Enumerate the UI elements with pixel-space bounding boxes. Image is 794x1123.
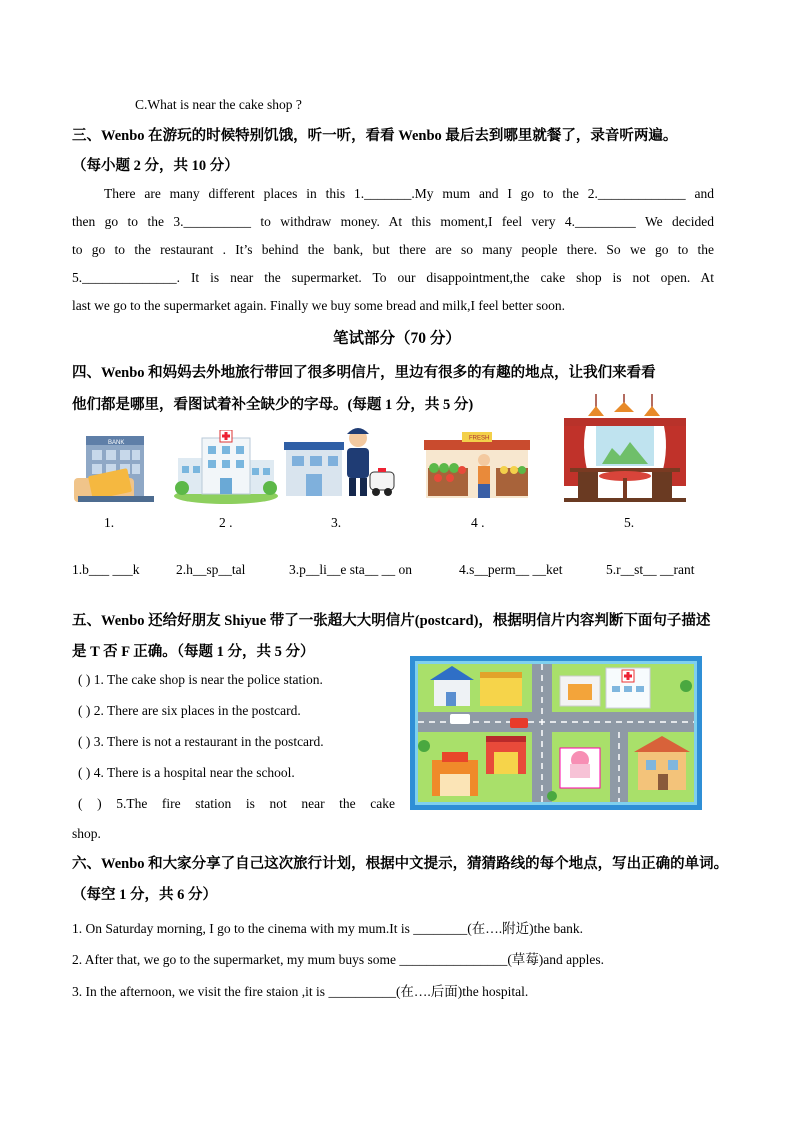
section3-line-4: 5.______________. It is near the supermarket. To our disappointment,the cake shop is not open. At <box>72 270 714 285</box>
picture-number-2: 2 . <box>219 515 233 530</box>
bank-sign: BANK <box>108 440 125 446</box>
written-part-title: 笔试部分（70 分） <box>333 330 461 347</box>
section3-line-1: There are many different places in this 1._______.My mum and I go to the 2._____________ and <box>104 186 714 201</box>
supermarket-picture <box>422 428 532 502</box>
section3-title: 三、Wenbo 在游玩的时候特别饥饿，听一听，看看 Wenbo 最后去到哪里就餐了，录音听两遍。 <box>72 128 678 144</box>
section6-title: 六、Wenbo 和大家分享了自己这次旅行计划，根据中文提示，猜猜路线的每个地点，写出正确的单词。 <box>72 856 729 872</box>
section6-points: （每空 1 分，共 6 分） <box>72 887 217 903</box>
picture-number-3: 3. <box>331 515 342 530</box>
tf-item-3: ( ) 3. There is not a restaurant in the postcard. <box>78 734 324 749</box>
police-station-picture <box>284 422 396 502</box>
section4-title-line2: 他们都是哪里，看图试着补全缺少的字母。(每题 1 分，共 5 分) <box>72 397 474 413</box>
section4-title-line1: 四、Wenbo 和妈妈去外地旅行带回了很多明信片，里边有很多的有趣的地点，让我们来看看 <box>72 365 656 381</box>
section3-line-3: to go to the restaurant . It’s behind the bank, but there are so many people there. So we go to the <box>72 242 714 257</box>
tf-item-5-tail: shop. <box>72 826 101 841</box>
picture-number-1: 1. <box>104 515 115 530</box>
postcard-city-picture <box>410 656 702 810</box>
tf-item-2: ( ) 2. There are six places in the postcard. <box>78 703 301 718</box>
tf-item-4: ( ) 4. There is a hospital near the school. <box>78 765 295 780</box>
word-police-station: 3.p__li__e sta__ __ on <box>289 562 412 577</box>
restaurant-picture <box>562 394 688 504</box>
section3-line-2: then go to the 3.__________ to withdraw money. At this moment,I feel very 4._________ We decided <box>72 214 714 229</box>
word-hospital: 2.h__sp__tal <box>176 562 246 577</box>
word-supermarket: 4.s__perm__ __ket <box>459 562 563 577</box>
section5-title-line1: 五、Wenbo 还给好朋友 Shiyue 带了一张超大大明信片(postcard)，根据明信片内容判断下面句子描述 <box>72 613 711 629</box>
section6-item-3: 3. In the afternoon, we visit the fire staion ,it is __________(在….后面)the hospital. <box>72 984 529 999</box>
section3-line-5: last we go to the supermarket again. Finally we buy some bread and milk,I feel better soon. <box>72 298 565 313</box>
section3-points: （每小题 2 分，共 10 分） <box>72 158 239 174</box>
bank-picture <box>72 432 156 504</box>
word-bank: 1.b___ ___k <box>72 562 140 577</box>
market-sign: FRESH <box>469 435 490 442</box>
picture-number-4: 4 . <box>471 515 485 530</box>
tf-item-5: ( ) 5.The fire station is not near the cake <box>78 796 395 811</box>
picture-number-5: 5. <box>624 515 635 530</box>
section6-item-1: 1. On Saturday morning, I go to the cinema with my mum.It is ________(在….附近)the bank. <box>72 921 584 936</box>
hospital-picture <box>172 430 280 504</box>
section6-item-2: 2. After that, we go to the supermarket, my mum buys some ________________(草莓)and apples. <box>72 952 605 967</box>
tf-item-1: ( ) 1. The cake shop is near the police station. <box>78 672 323 687</box>
option-c: C.What is near the cake shop ? <box>135 97 302 112</box>
section5-title-line2: 是 T 否 F 正确。（每题 1 分，共 5 分） <box>72 644 315 660</box>
word-restaurant: 5.r__st__ __rant <box>606 562 695 577</box>
